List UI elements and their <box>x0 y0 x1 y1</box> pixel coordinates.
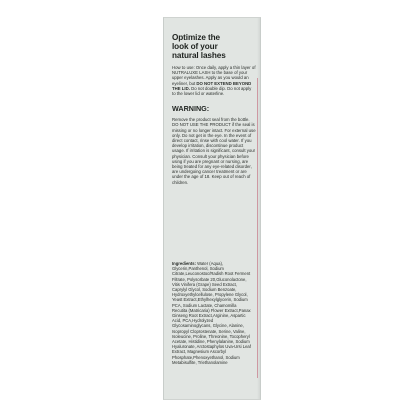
ingredients-text: Water (Aqua), Glycerin,Panthenol, Sodium Citrate,Leuconostoc/Radish Root Ferment Filtrate, Polysorbate 20,Gluconolactone, Vitis Vinifera (Grape) Seed Extract, Caprylyl Glycol, Sodium Benzoate, Hydroxyethylcellulose, Propylene Glycol, Yeast Extract,Ethylhexylglycerin, Sodium PCA, Sodium Lactate, Chamomilla Recutita (Matricaria) Flower Extract,Panax Ginseng Root Extract,Arginine, Aspartic Acid, PCA,Hydrolyzed Glycosaminoglycans, Glycine, Alanine, Isopropyl Cloprostenate, Serine, Valine, Isoleucine, Proline, Threonine, Tocopheryl Acetate, Histidine, Phenylalanine, Sodium Hyaluronate, Arctostaphylos Uva-Ursi Leaf Extract, Magnesium Ascorbyl Phosphate,Phenoxyethanol, Sodium Metabisulfite, Triethanolamine <box>172 261 251 365</box>
panel-text-block <box>172 33 256 185</box>
pink-edge-stripe <box>257 78 258 378</box>
warning-heading: WARNING: <box>172 104 210 114</box>
warning-text: Remove the product seal from the bottle. DO NOT USE THE PRODUCT if the seal is missing or no longer intact. For external use only. Do not get in the eye. In the event of direct contact, rinse with cool water. If you develop irritation, discontinue product usage. If irritation is significant, consult your physician. Consult your physician before using if you are pregnant or nursing, are being treated for any eye-related disorder, are undergoing cancer treatment or are under the age of 18. Keep out of reach of children. <box>172 117 256 185</box>
ingredients-list <box>172 261 252 365</box>
directions-tail: Do not double dip. Do not apply to the lower lid or waterline. <box>172 85 252 97</box>
panel-headline: Optimize the look of your natural lashes <box>172 33 226 60</box>
directions-warning-bold: DO NOT EXTEND BEYOND THE LID. <box>172 80 252 91</box>
ingredients-label: Ingredients: <box>172 261 196 266</box>
directions-text <box>172 65 256 96</box>
directions-lead: How to use: Once daily, apply a thin layer of NUTRALUXE LASH to the base of your upper eyelashes. Apply as you would an eyeliner, but <box>172 65 256 86</box>
product-box-side-panel <box>163 17 261 400</box>
